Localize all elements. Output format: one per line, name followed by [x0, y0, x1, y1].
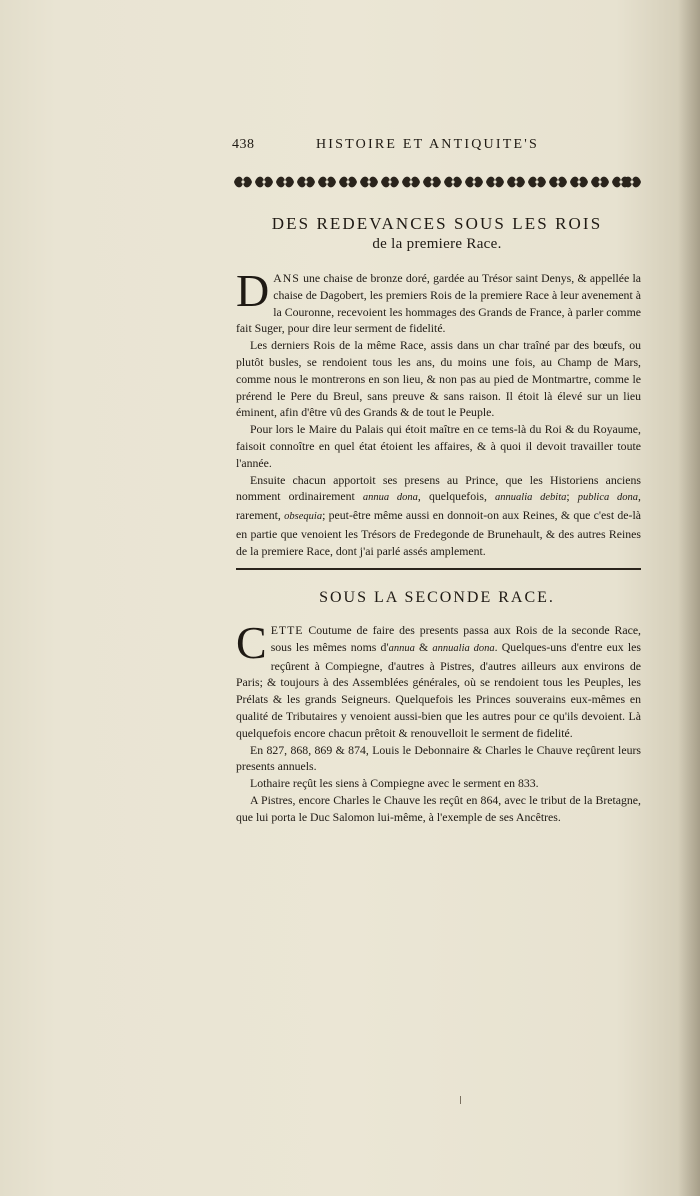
section-2-body: [236, 617, 641, 826]
paragraph-text: Ensuite chacun apportoit ses presens au Prince, que les Historiens anciens nomment ordinairement: [236, 472, 641, 504]
paragraph-text: &: [414, 639, 433, 654]
latin-term: annualia dona: [432, 642, 495, 654]
page-header: [232, 137, 642, 157]
smallcaps-word: ETTE: [270, 623, 304, 637]
paragraph-text: ; peut-être même aussi en donnoit-on aux Reines, & que c'est de-là en partie que venoient les Trésors de Fredegonde de Brunehault, & des autres Reines de la premiere Race, dont j'ai parlé assés amplement.: [236, 508, 641, 558]
drop-cap: D: [236, 265, 270, 316]
paragraph-text: ;: [566, 489, 578, 504]
latin-term: obsequia: [284, 511, 323, 523]
page-mark: [460, 1096, 461, 1104]
paragraph: Lothaire reçût les siens à Compiegne avec le serment en 833.: [250, 776, 539, 791]
latin-term: annua dona: [362, 492, 418, 504]
smallcaps-word: ANS: [273, 271, 300, 285]
latin-term: annualia debita: [495, 492, 567, 504]
paragraph-text: , rarement,: [236, 489, 641, 523]
section-title: DES REDEVANCES SOUS LES ROIS: [271, 214, 603, 233]
paragraph: Les derniers Rois de la même Race, assis dans un char traîné par des bœufs, ou plutôt busles, se rendoient tous les ans, du moins une fois, au Champ de Mars, comme nous le montrerons en son lieu, & non pas au pied de Montmartre, comme le prérend le Pere du Breul, sans preuve & sans raison. Il étoit là élevé sur un lieu éminent, afin d'être vû des Grands & de tout le Peuple.: [236, 338, 641, 420]
paragraph: [236, 265, 641, 337]
paragraph-text: Coutume de faire des presents passa aux Rois de la seconde Race, sous les mêmes noms d': [270, 623, 641, 654]
drop-cap: C: [236, 617, 267, 668]
fleuron-band-icon: [232, 172, 642, 192]
paragraph: A Pistres, encore Charles le Chauve les reçût en 864, avec le tribut de la Bretagne, que lui porta le Duc Salomon lui-même, à l'exemple de ses Ancêtres.: [236, 792, 641, 824]
running-head: HISTOIRE ET ANTIQUITE'S: [316, 137, 539, 152]
latin-term: publica dona: [577, 492, 639, 504]
latin-term: annua: [388, 642, 415, 654]
section-divider: [236, 568, 641, 570]
page-number: 438: [232, 137, 255, 152]
section-1-body: [236, 265, 641, 560]
section-subtitle: de la premiere Race.: [372, 236, 502, 252]
spine-shadow: [678, 0, 700, 1196]
paragraph-text: . Quelques-uns d'entre eux les reçûrent à Compiegne, d'autres à Pistres, d'autres ailleurs aux environs de Paris; & toujours à des Assemblées générales, où se rendoient tous les Peuples, les Prélats & les grands Seigneurs. Quelquefois les Princes souverains eux-mêmes en qualité de Tributaires y venoient aussi-bien que les autres pour ce qu'ils devoient. Là quelquefois encore chacun prêtoit & renouvelloit le serment de fidelité.: [236, 639, 641, 740]
section-title-2: SOUS LA SECONDE RACE.: [319, 589, 555, 606]
paragraph: [236, 617, 641, 742]
paragraph: [236, 472, 641, 560]
paragraph: Pour lors le Maire du Palais qui étoit maître en ce tems-là du Roi & du Royaume, faisoit connoître en quel état étoient les affaires, & à quoi il devoit travailler toute l'année.: [236, 422, 641, 470]
paragraph-text: une chaise de bronze doré, gardée au Trésor saint Denys, & appellée la chaise de Dagobert, les premiers Rois de la premiere Race à leur avenement à la Couronne, recevoient les hommages des Grands de France, à parler comme fait Suger, pour dire leur serment de fidelité.: [236, 271, 641, 336]
paragraph-text: , quelquefois,: [417, 489, 496, 504]
paragraph: En 827, 868, 869 & 874, Louis le Debonnaire & Charles le Chauve reçûrent leurs presents annuels.: [236, 742, 641, 774]
